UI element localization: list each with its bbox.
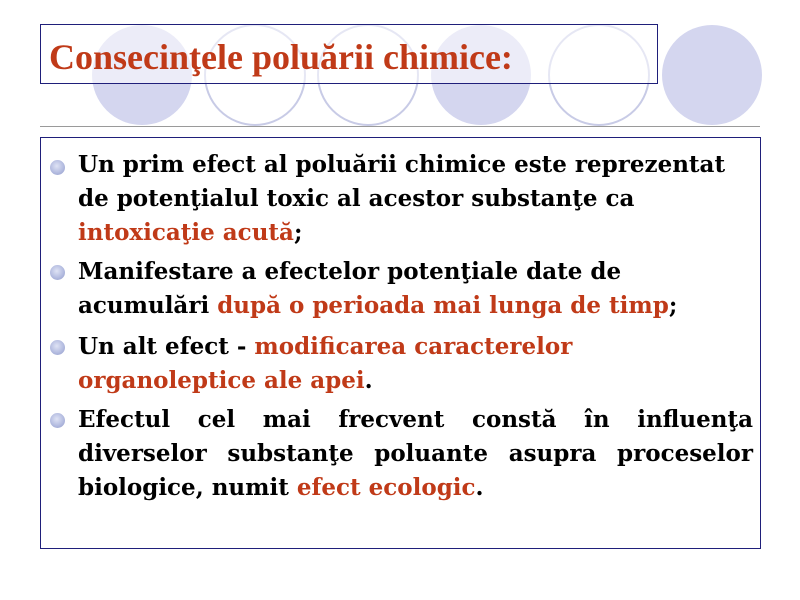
bullet-text-end: ;	[293, 219, 303, 246]
bullet-icon	[50, 160, 65, 175]
bullet-text-part: Un prim efect al poluării chimice este reprezentat de potenţialul toxic al acestor substanţe ca	[78, 151, 726, 212]
bullet-text-part: Un alt efect -	[78, 333, 255, 360]
bullet-icon	[50, 265, 65, 280]
content-box	[40, 137, 761, 549]
title-divider	[40, 126, 760, 127]
circle-filled-3	[662, 25, 762, 125]
bullet-text	[78, 148, 753, 250]
bullet-highlight: după o perioada mai lunga de timp	[217, 292, 669, 319]
slide-title: Consecinţele poluării chimice:	[49, 37, 513, 77]
bullet-text-part: Efectul cel mai frecvent constă în influenţa diverselor substanţe poluante asupra proceselor biologice, numit	[78, 406, 753, 501]
bullet-text-end: .	[475, 474, 484, 501]
bullet-highlight: modificarea caracterelor organoleptice ale apei	[78, 333, 573, 394]
bullet-highlight: intoxicaţie acută	[78, 219, 294, 246]
bullet-icon	[50, 340, 65, 355]
title-box	[40, 24, 658, 84]
bullet-icon	[50, 413, 65, 428]
bullet-text-end: .	[364, 367, 373, 394]
bullet-highlight: efect ecologic	[296, 474, 476, 501]
bullet-text-part: Manifestare a efectelor potenţiale date de acumulări	[78, 258, 622, 319]
bullet-text	[78, 330, 753, 398]
bullet-text	[78, 255, 753, 323]
bullet-text-end: ;	[668, 292, 678, 319]
bullet-text	[78, 403, 753, 505]
